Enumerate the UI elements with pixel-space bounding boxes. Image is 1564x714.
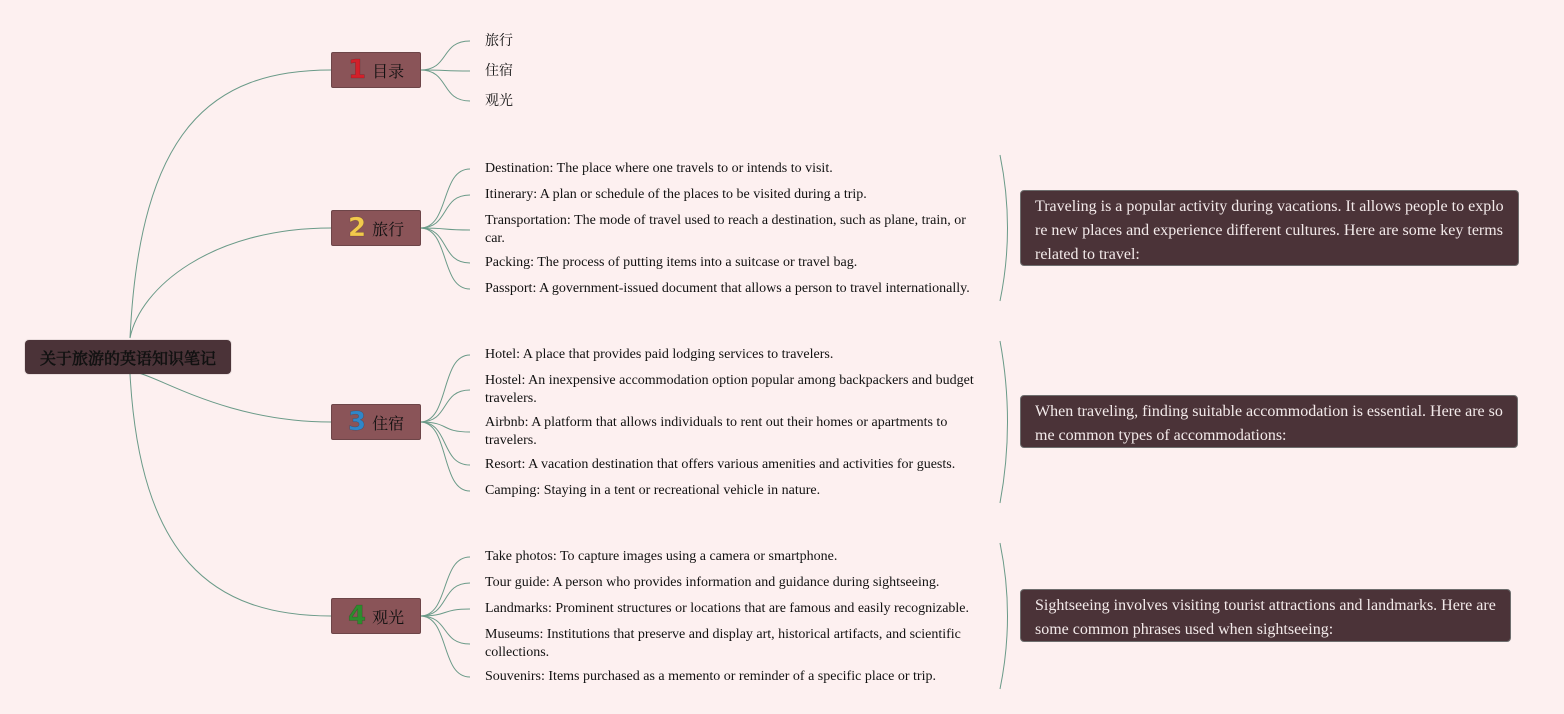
subtopic-item[interactable]: Itinerary: A plan or schedule of the places to be visited during a trip. — [485, 187, 867, 202]
root-topic[interactable] — [25, 340, 231, 374]
root-connector-line — [130, 372, 331, 422]
leaf-connector-line — [420, 616, 470, 644]
subtopic-item[interactable]: Take photos: To capture images using a camera or smartphone. — [485, 549, 838, 564]
branch-topic-accommodation[interactable] — [331, 404, 421, 440]
leaf-connector-line — [420, 390, 470, 422]
summary-bracket-line — [1000, 543, 1008, 689]
subtopic-item[interactable]: Destination: The place where one travels to or intends to visit. — [485, 161, 833, 176]
summary-note[interactable]: When traveling, finding suitable accommodation is essential. Here are some common types of accommodations: — [1020, 395, 1518, 448]
subtopic-item[interactable]: Transportation: The mode of travel used to reach a destination, such as plane, train, or car. — [485, 213, 966, 246]
leaf-connector-line — [420, 355, 470, 422]
subtopic-item[interactable]: 观光 — [485, 93, 513, 109]
leaf-connector-line — [420, 70, 470, 101]
leaf-connector-line — [420, 169, 470, 228]
subtopic-item[interactable]: Tour guide: A person who provides information and guidance during sightseeing. — [485, 575, 940, 590]
branch-topic-contents[interactable] — [331, 52, 421, 88]
subtopic-item[interactable]: Airbnb: A platform that allows individuals to rent out their homes or apartments to travelers. — [485, 415, 948, 448]
subtopic-item[interactable]: Landmarks: Prominent structures or locations that are famous and easily recognizable. — [485, 601, 970, 616]
branch-label: 旅行 — [372, 219, 405, 239]
leaf-connector-line — [420, 422, 470, 465]
branch-topic-travel[interactable] — [331, 210, 421, 246]
root-topic-label: 关于旅游的英语知识笔记 — [39, 348, 216, 368]
subtopic-item[interactable]: Resort: A vacation destination that offers various amenities and activities for guests. — [485, 457, 956, 472]
summary-note[interactable]: Traveling is a popular activity during vacations. It allows people to explore new places and experience different cultures. Here are some key terms related to travel: — [1020, 190, 1519, 266]
subtopic-item[interactable]: 旅行 — [485, 33, 513, 49]
branch-topic-sightseeing[interactable] — [331, 598, 421, 634]
root-connector-line — [130, 374, 331, 616]
subtopic-item[interactable]: Hotel: A place that provides paid lodging services to travelers. — [485, 347, 834, 362]
leaf-connector-line — [420, 41, 470, 70]
leaf-connector-line — [420, 557, 470, 616]
number-3-badge-icon: 3 — [348, 407, 367, 437]
subtopic-item[interactable]: Hostel: An inexpensive accommodation option popular among backpackers and budget travelers. — [485, 373, 974, 406]
number-2-badge-icon: 2 — [348, 213, 367, 243]
leaf-connector-line — [420, 616, 470, 677]
root-connector-line — [130, 228, 331, 338]
summary-note[interactable]: Sightseeing involves visiting tourist attractions and landmarks. Here are some common phrases used when sightseeing: — [1020, 589, 1511, 642]
branch-label: 住宿 — [372, 413, 405, 433]
subtopic-item[interactable]: Museums: Institutions that preserve and display art, historical artifacts, and scientific collections. — [485, 627, 961, 660]
number-1-badge-icon: 1 — [348, 55, 367, 85]
root-connector-line — [130, 70, 331, 338]
leaf-connector-line — [420, 228, 470, 289]
summary-bracket-line — [1000, 341, 1008, 503]
subtopic-item[interactable]: Camping: Staying in a tent or recreational vehicle in nature. — [485, 483, 821, 498]
branch-label: 目录 — [372, 61, 405, 81]
subtopic-item[interactable]: Packing: The process of putting items into a suitcase or travel bag. — [485, 255, 858, 270]
summary-bracket-line — [1000, 155, 1008, 301]
subtopic-item[interactable]: 住宿 — [485, 63, 513, 79]
number-4-badge-icon: 4 — [348, 601, 367, 631]
leaf-connector-line — [420, 422, 470, 491]
subtopic-item[interactable]: Passport: A government-issued document that allows a person to travel internationally. — [485, 281, 970, 296]
branch-label: 观光 — [372, 607, 405, 627]
subtopic-item[interactable]: Souvenirs: Items purchased as a memento or reminder of a specific place or trip. — [485, 669, 936, 684]
